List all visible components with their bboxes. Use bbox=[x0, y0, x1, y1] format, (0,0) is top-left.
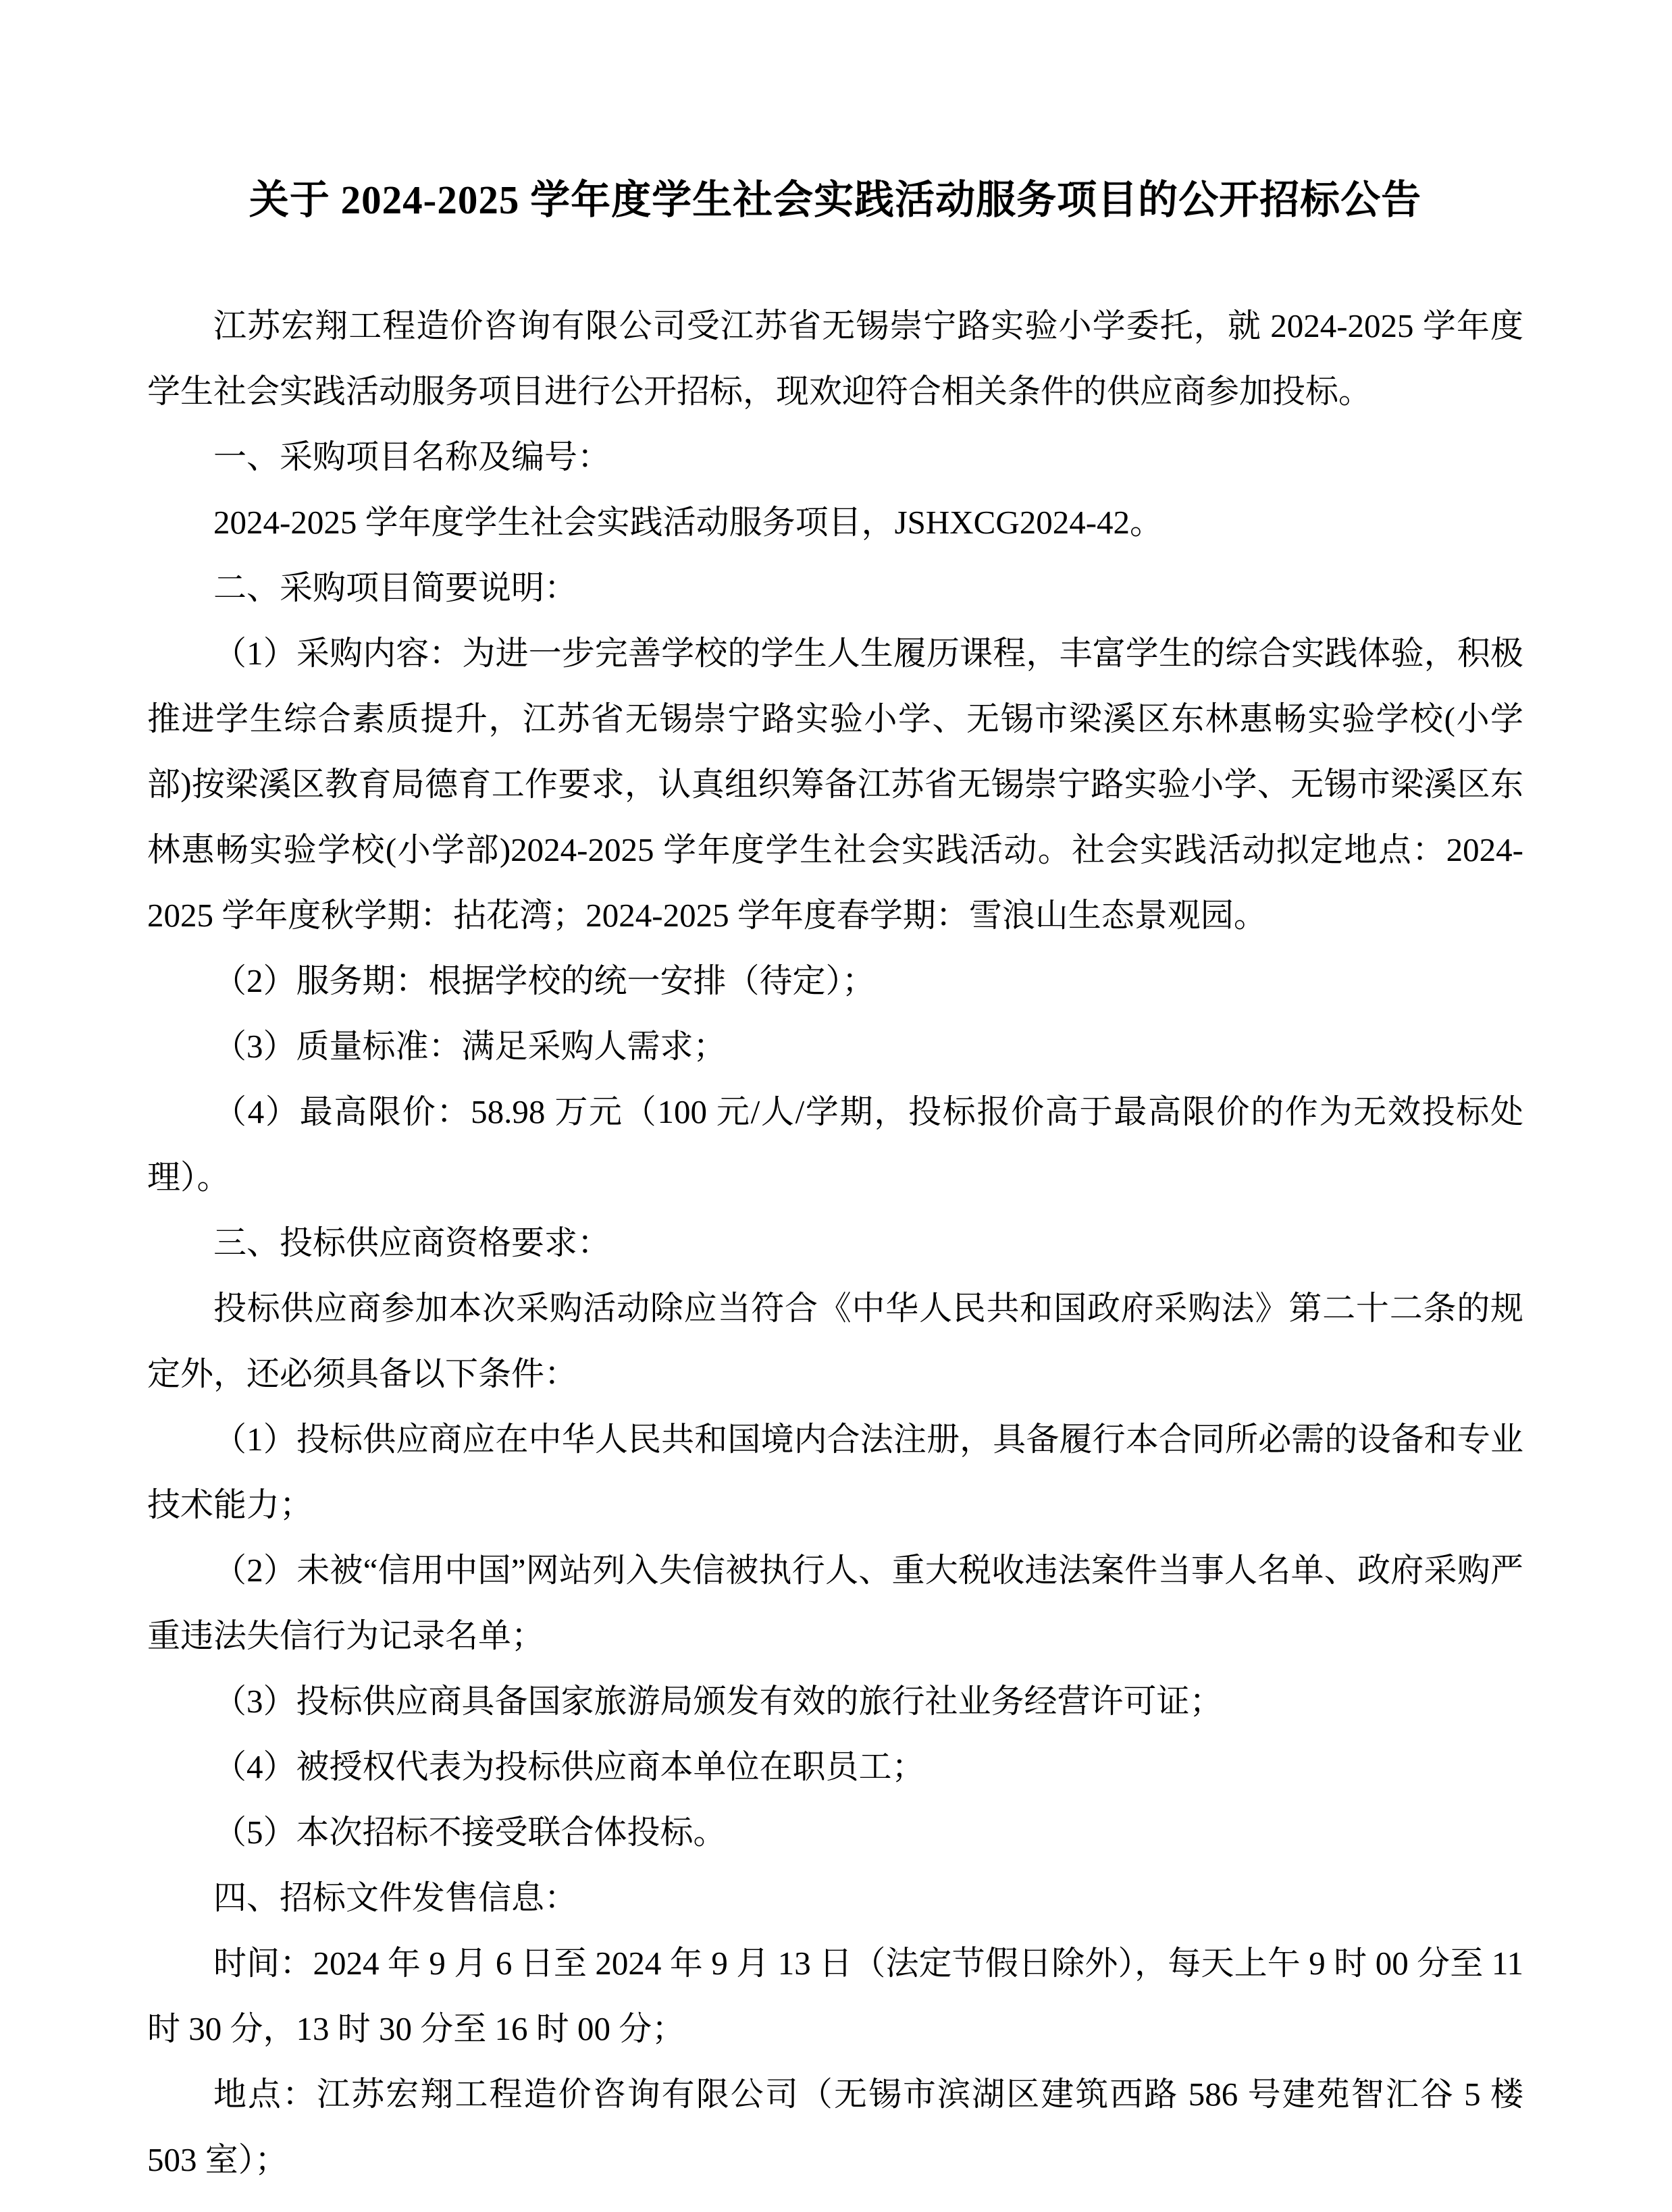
document-title: 关于 2024-2025 学年度学生社会实践活动服务项目的公开招标公告 bbox=[249, 178, 1422, 222]
document-body bbox=[147, 293, 1523, 2192]
section-4-heading: 四、招标文件发售信息： bbox=[213, 1879, 578, 1916]
qualification-1: （1）投标供应商应在中华人民共和国境内合法注册，具备履行本合同所必需的设备和专业技术能力； bbox=[147, 1421, 1523, 1523]
qualification-3: （3）投标供应商具备国家旅游局颁发有效的旅行社业务经营许可证； bbox=[213, 1683, 1223, 1720]
item-service-period: （2）服务期：根据学校的统一安排（待定）； bbox=[213, 962, 876, 999]
qualification-5: （5）本次招标不接受联合体投标。 bbox=[213, 1814, 727, 1851]
bid-doc-sale-location: 地点：江苏宏翔工程造价咨询有限公司（无锡市滨湖区建筑西路 586 号建苑智汇谷 5 楼 503 室）； bbox=[147, 2076, 1523, 2178]
section-3-heading: 三、投标供应商资格要求： bbox=[213, 1224, 611, 1261]
project-name-and-number: 2024-2025 学年度学生社会实践活动服务项目，JSHXCG2024-42。 bbox=[213, 504, 1164, 541]
qualification-2: （2）未被“信用中国”网站列入失信被执行人、重大税收违法案件当事人名单、政府采购严重违法失信行为记录名单； bbox=[147, 1552, 1523, 1654]
item-procurement-content: （1）采购内容：为进一步完善学校的学生人生履历课程，丰富学生的综合实践体验，积极推进学生综合素质提升，江苏省无锡崇宁路实验小学、无锡市梁溪区东林惠畅实验学校(小学部)按梁溪区教育局德育工作要求，认真组织筹备江苏省无锡崇宁路实验小学、无锡市梁溪区东林惠畅实验学校(小学部)2024-2025 学年度学生社会实践活动。社会实践活动拟定地点：2024-2025 学年度秋学期：拈花湾；2024-2025 学年度春学期：雪浪山生态景观园。 bbox=[147, 635, 1523, 934]
section-2-heading: 二、采购项目简要说明： bbox=[213, 569, 578, 606]
bid-doc-sale-time: 时间：2024 年 9 月 6 日至 2024 年 9 月 13 日（法定节假日除外），每天上午 9 时 00 分至 11 时 30 分，13 时 30 分至 16 时 00 分； bbox=[147, 1945, 1523, 2047]
qualification-intro: 投标供应商参加本次采购活动除应当符合《中华人民共和国政府采购法》第二十二条的规定外，还必须具备以下条件： bbox=[147, 1290, 1523, 1392]
item-quality-standard: （3）质量标准：满足采购人需求； bbox=[213, 1028, 727, 1065]
item-max-price-limit: （4）最高限价：58.98 万元（100 元/人/学期，投标报价高于最高限价的作为无效投标处理）。 bbox=[147, 1093, 1523, 1196]
paragraph-intro: 江苏宏翔工程造价咨询有限公司受江苏省无锡崇宁路实验小学委托，就 2024-2025 学年度学生社会实践活动服务项目进行公开招标，现欢迎符合相关条件的供应商参加投标。 bbox=[147, 307, 1523, 410]
qualification-4: （4）被授权代表为投标供应商本单位在职员工； bbox=[213, 1748, 925, 1785]
section-1-heading: 一、采购项目名称及编号： bbox=[213, 438, 611, 475]
